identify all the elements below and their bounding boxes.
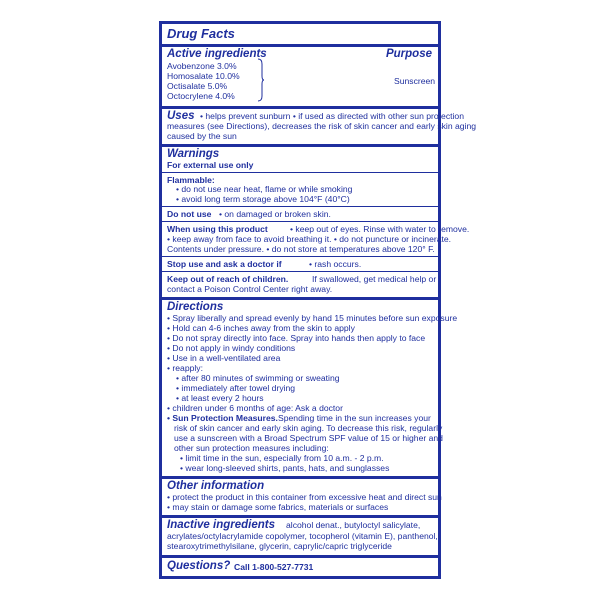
directions-item: • Use in a well-ventilated area <box>167 353 280 363</box>
do-not-use-label: Do not use <box>167 209 212 219</box>
directions-item: • children under 6 months of age: Ask a doctor <box>167 403 343 413</box>
reapply-item: • at least every 2 hours <box>176 393 264 403</box>
uses-heading: Uses <box>167 110 195 122</box>
divider <box>162 271 438 272</box>
directions-item: • Do not spray directly into face. Spray into hands then apply to face <box>167 333 425 343</box>
sun-protection-label: • Sun Protection Measures. <box>167 413 278 423</box>
drug-facts-title: Drug Facts <box>167 26 235 41</box>
ingredient-item: Avobenzone 3.0% <box>167 61 237 71</box>
sun-protection-text: other sun protection measures including: <box>174 443 329 453</box>
flammable-heading: Flammable: <box>167 175 215 185</box>
sun-protection-item: • wear long-sleeved shirts, pants, hats, and sunglasses <box>180 463 389 473</box>
when-using-text: Contents under pressure. • do not store at temperatures above 120° F. <box>167 244 435 254</box>
sun-protection-text: use a sunscreen with a Broad Spectrum SPF value of 15 or higher and <box>174 433 443 443</box>
sun-protection-item: • limit time in the sun, especially from 10 a.m. - 2 p.m. <box>180 453 384 463</box>
keep-out-label: Keep out of reach of children. <box>167 274 289 284</box>
questions-heading: Questions? <box>167 560 231 572</box>
purpose-text: Sunscreen <box>394 76 436 86</box>
divider <box>162 144 438 147</box>
drug-facts-panel <box>159 21 477 579</box>
directions-item: • reapply: <box>167 363 203 373</box>
stop-use-text: • rash occurs. <box>309 259 362 269</box>
divider <box>162 221 438 222</box>
ingredient-item: Octocrylene 4.0% <box>167 91 235 101</box>
uses-text: measures (see Directions), decreases the risk of skin cancer and early skin aging <box>167 121 477 131</box>
directions-heading: Directions <box>167 301 224 313</box>
directions-item: • Do not apply in windy conditions <box>167 343 295 353</box>
divider <box>162 476 438 479</box>
inactive-ingredients-text: stearoxytrimethylsilane, glycerin, caprylic/capric triglyceride <box>167 541 392 551</box>
divider <box>162 206 438 207</box>
divider <box>162 44 438 47</box>
inactive-ingredients-heading: Inactive ingredients <box>167 519 276 531</box>
uses-text: caused by the sun <box>167 131 237 141</box>
when-using-text: • keep away from face to avoid breathing it. • do not puncture or incinerate. <box>167 234 452 244</box>
divider <box>162 555 438 558</box>
divider <box>162 172 438 173</box>
keep-out-text: contact a Poison Control Center right away. <box>167 284 333 294</box>
directions-item: • Spray liberally and spread evenly by hand 15 minutes before sun exposure <box>167 313 457 323</box>
inactive-ingredients-text: alcohol denat., butyloctyl salicylate, <box>286 520 421 530</box>
uses-text: • helps prevent sunburn • if used as directed with other sun protection <box>200 111 464 121</box>
directions-item: • Hold can 4-6 inches away from the skin to apply <box>167 323 355 333</box>
sun-protection-text: risk of skin cancer and early skin aging. To decrease this risk, regularly <box>174 423 443 433</box>
purpose-heading: Purpose <box>385 48 432 60</box>
other-info-item: • protect the product in this container from excessive heat and direct sun <box>167 492 442 502</box>
when-using-label: When using this product <box>167 224 268 234</box>
other-info-item: • may stain or damage some fabrics, materials or surfaces <box>167 502 388 512</box>
keep-out-text: If swallowed, get medical help or <box>312 274 437 284</box>
warnings-heading: Warnings <box>167 148 220 160</box>
divider <box>162 297 438 300</box>
inactive-ingredients-text: acrylates/octylacrylamide copolymer, tocopherol (vitamin E), panthenol, <box>167 531 438 541</box>
reapply-item: • after 80 minutes of swimming or sweating <box>176 373 340 383</box>
external-use-text: For external use only <box>167 160 254 170</box>
sun-protection-text: Spending time in the sun increases your <box>278 413 431 423</box>
ingredient-item: Homosalate 10.0% <box>167 71 240 81</box>
flammable-item: • do not use near heat, flame or while smoking <box>176 184 352 194</box>
flammable-item: • avoid long term storage above 104°F (40°C) <box>176 194 350 204</box>
ingredient-item: Octisalate 5.0% <box>167 81 228 91</box>
do-not-use-text: • on damaged or broken skin. <box>219 209 331 219</box>
divider <box>162 106 438 109</box>
stop-use-label: Stop use and ask a doctor if <box>167 259 282 269</box>
brace-icon <box>258 58 264 102</box>
divider <box>162 515 438 518</box>
when-using-text: • keep out of eyes. Rinse with water to remove. <box>290 224 470 234</box>
other-info-heading: Other information <box>167 480 265 492</box>
divider <box>162 256 438 257</box>
questions-phone: Call 1-800-527-7731 <box>234 562 314 572</box>
reapply-item: • immediately after towel drying <box>176 383 295 393</box>
active-ingredients-heading: Active ingredients <box>167 48 267 60</box>
